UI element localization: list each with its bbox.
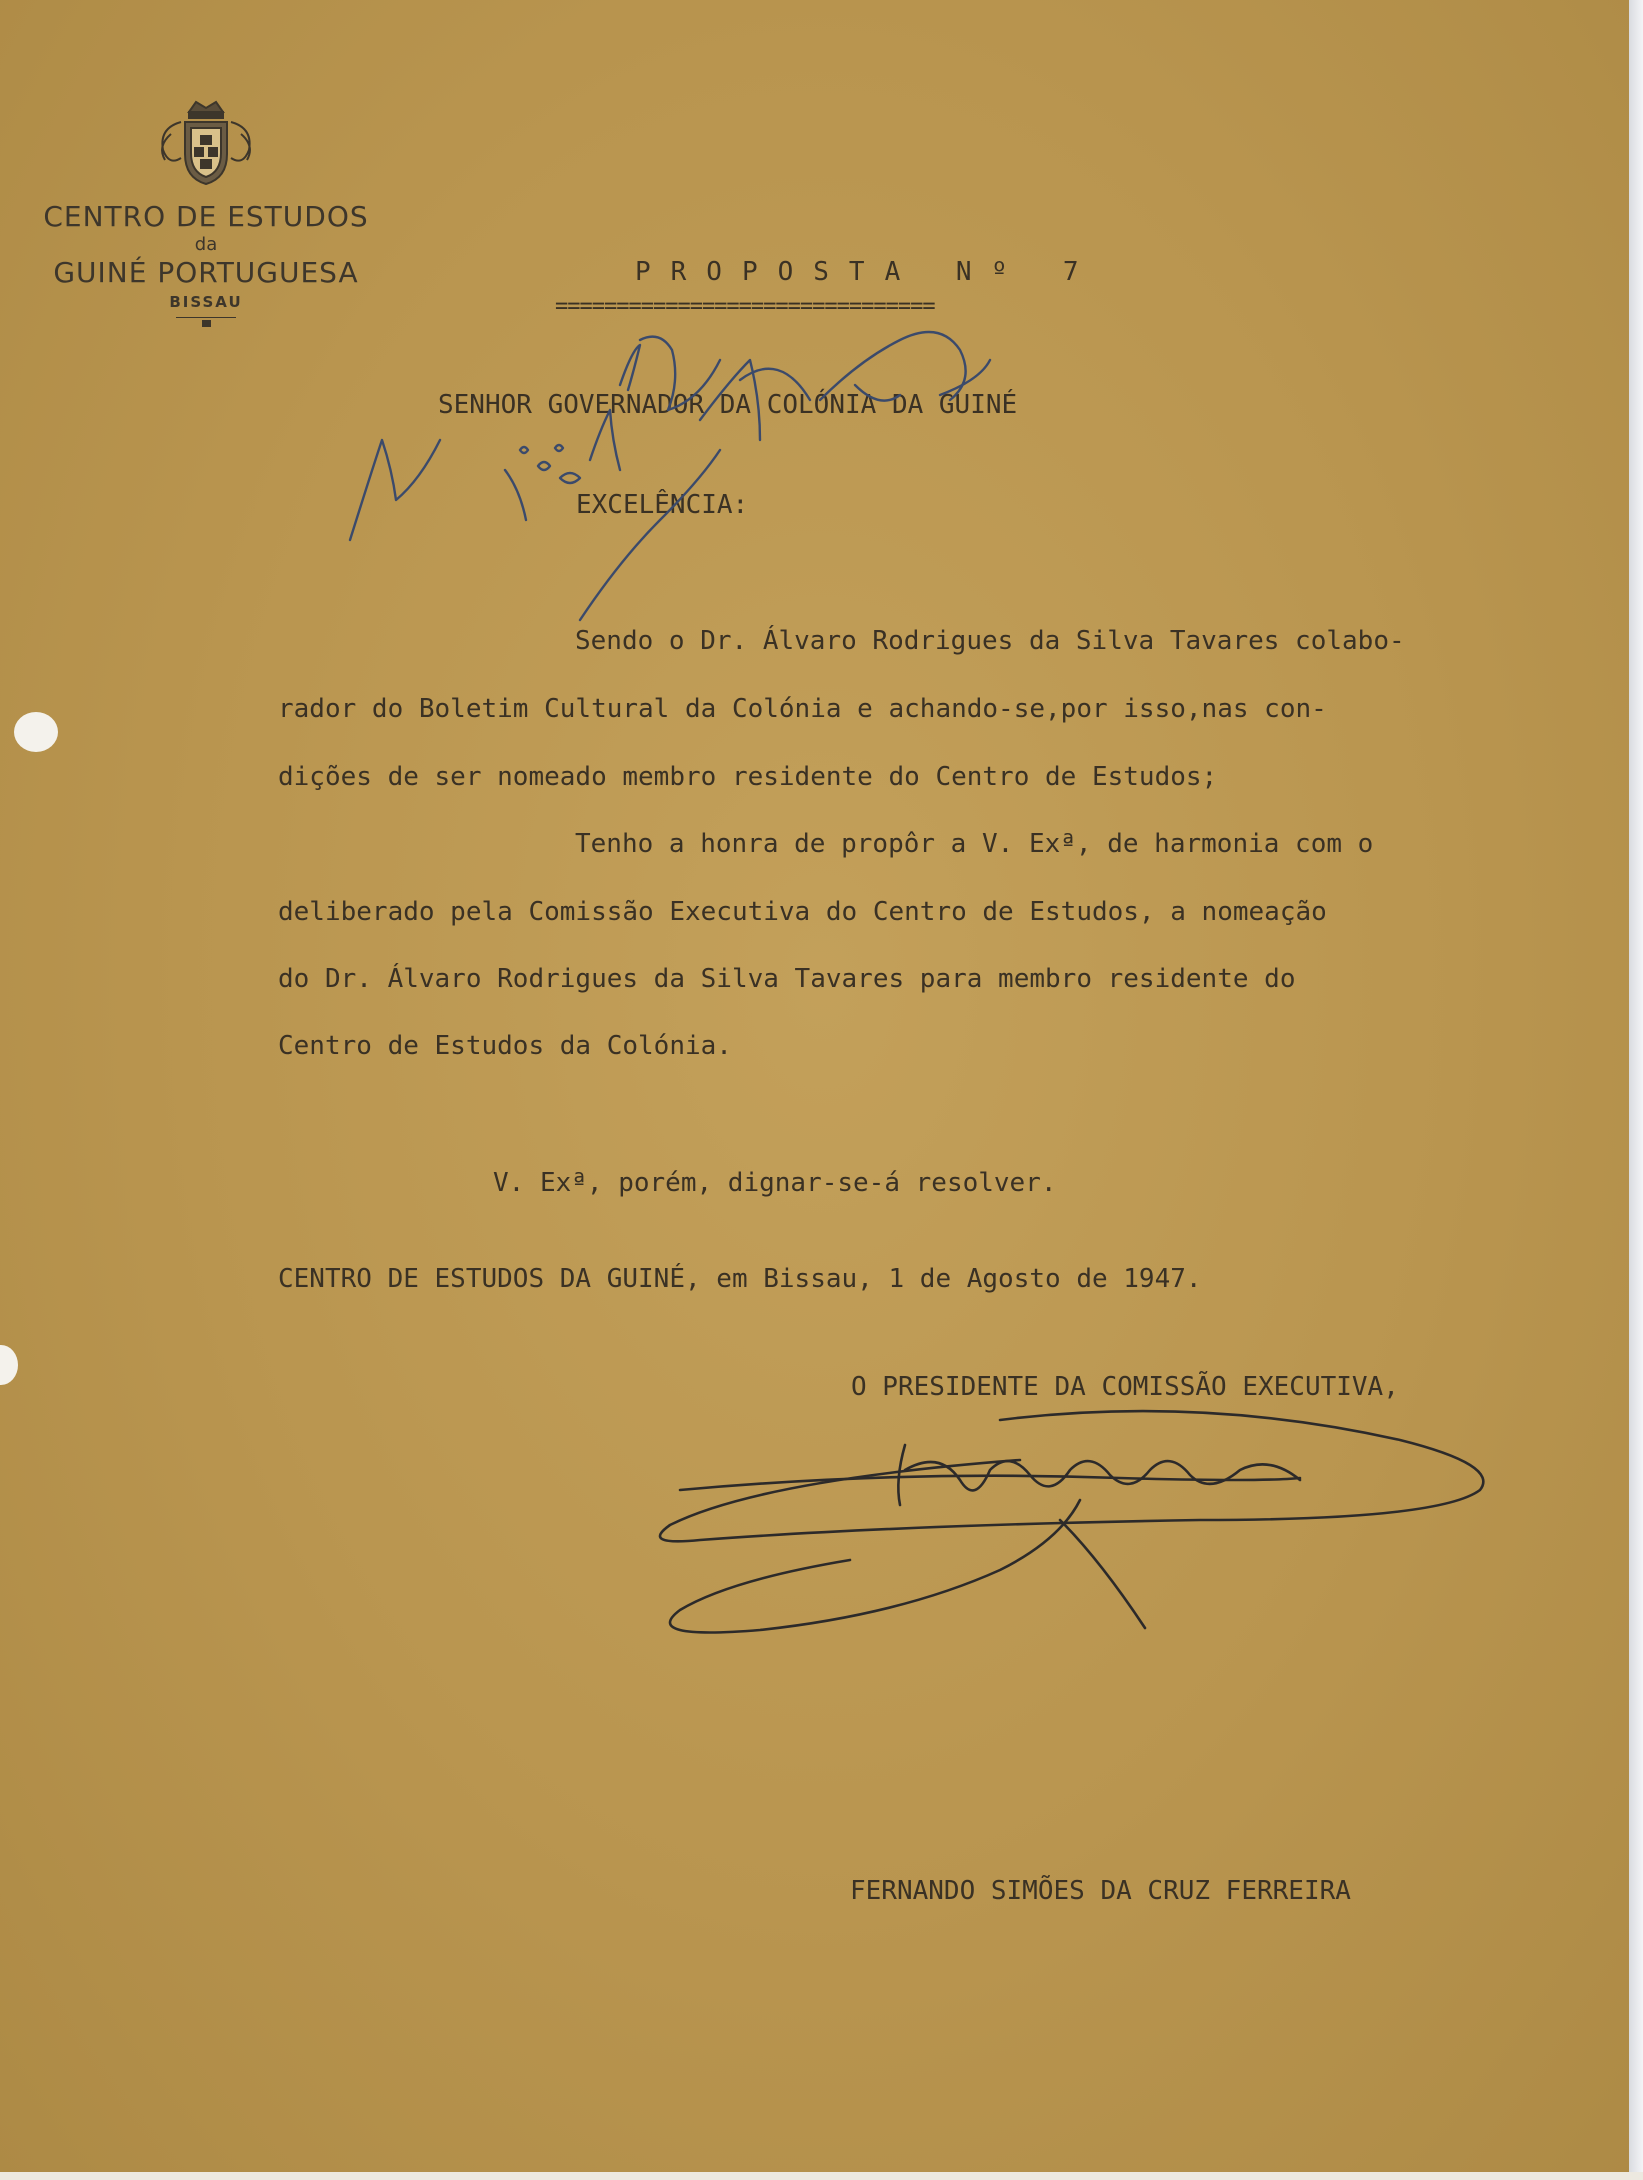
scan-edge <box>1629 0 1643 2180</box>
closing-formula: V. Exª, porém, dignar-se-á resolver. <box>493 1168 1057 1198</box>
president-signature <box>660 1411 1483 1632</box>
punch-hole <box>14 712 58 752</box>
title-underline: =============================== <box>555 294 935 319</box>
addressee: SENHOR GOVERNADOR DA COLÓNIA DA GUINÉ <box>438 390 1018 420</box>
letterhead-city: BISSAU <box>169 293 243 311</box>
letterhead-region: GUINÉ PORTUGUESA <box>53 256 359 289</box>
body-line: rador do Boletim Cultural da Colónia e achando-se,por isso,nas con- <box>278 694 1327 724</box>
letterhead-connector: da <box>194 234 218 255</box>
salutation: EXCELÊNCIA: <box>576 490 749 520</box>
body-line: deliberado pela Comissão Executiva do Centro de Estudos, a nomeação <box>278 897 1327 927</box>
signer-name: FERNANDO SIMÕES DA CRUZ FERREIRA <box>850 1876 1351 1906</box>
scan-edge-bottom <box>0 2172 1643 2180</box>
body-line: Tenho a honra de propôr a V. Exª, de harmonia com o <box>575 829 1374 859</box>
document-title: PROPOSTA Nº 7 <box>635 257 1099 287</box>
letterhead-institution: CENTRO DE ESTUDOS <box>43 200 369 233</box>
body-line: Centro de Estudos da Colónia. <box>278 1031 732 1061</box>
punch-hole <box>0 1345 18 1385</box>
letterhead-divider <box>176 317 236 318</box>
body-line: dições de ser nomeado membro residente do Centro de Estudos; <box>278 762 1218 792</box>
body-line: Sendo o Dr. Álvaro Rodrigues da Silva Tavares colabo- <box>575 626 1405 656</box>
despacho-annotation <box>350 332 990 620</box>
coat-of-arms-icon <box>151 98 261 190</box>
letterhead <box>30 98 382 329</box>
body-line: do Dr. Álvaro Rodrigues da Silva Tavares para membro residente do <box>278 964 1296 994</box>
place-and-date: CENTRO DE ESTUDOS DA GUINÉ, em Bissau, 1 de Agosto de 1947. <box>278 1264 1202 1294</box>
signer-title: O PRESIDENTE DA COMISSÃO EXECUTIVA, <box>851 1372 1399 1402</box>
letterhead-mark <box>202 320 211 327</box>
